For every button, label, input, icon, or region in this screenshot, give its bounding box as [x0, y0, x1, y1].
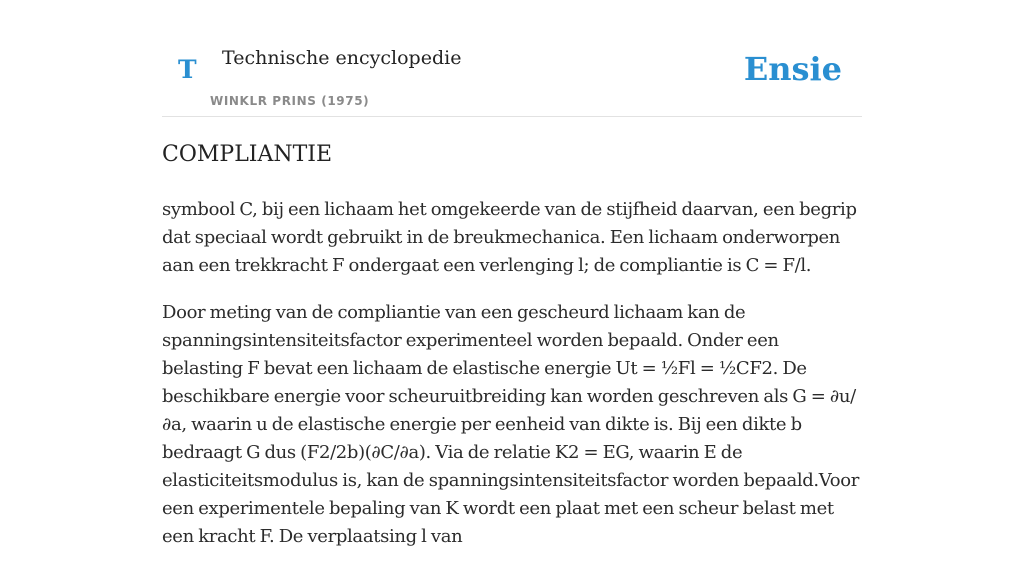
- article-title: COMPLIANTIE: [162, 142, 333, 167]
- encyclopedia-header: [162, 0, 862, 117]
- article: [162, 140, 862, 570]
- article-paragraph-definition: symbool C, bij een lichaam het omgekeerde van de stijfheid daarvan, een begrip dat speciaal wordt gebruikt in de breukmechanica. Een lichaam onderworpen aan een trekkracht F ondergaat een verlenging l; de compliantie is C = F/l.: [162, 199, 857, 276]
- encyclopedia-source-label: WINKLR PRINS (1975): [210, 94, 370, 108]
- encyclopedia-title-link[interactable]: Technische encyclopedie: [222, 47, 462, 69]
- encyclopedia-logo-icon[interactable]: T: [178, 55, 197, 84]
- article-paragraph-measurement: Door meting van de compliantie van een gescheurd lichaam kan de spanningsintensiteitsfactor experimenteel worden bepaald. Onder een belasting F bevat een lichaam de elastische energie Ut = ½Fl = ½CF2. De beschikbare energie voor scheuruitbreiding kan worden geschreven als G = ∂u/∂a, waarin u de elastische energie per eenheid van dikte is. Bij een dikte b bedraagt G dus (F2/2b)(∂C/∂a). Via de relatie K2 = EG, waarin E de elasticiteitsmodulus is, kan de spanningsintensiteitsfactor worden bepaald.Voor een experimentele bepaling van K wordt een plaat met een scheur belast met een kracht F. De verplaatsing l van: [162, 302, 860, 547]
- ensie-brand-logo[interactable]: Ensie: [743, 50, 842, 88]
